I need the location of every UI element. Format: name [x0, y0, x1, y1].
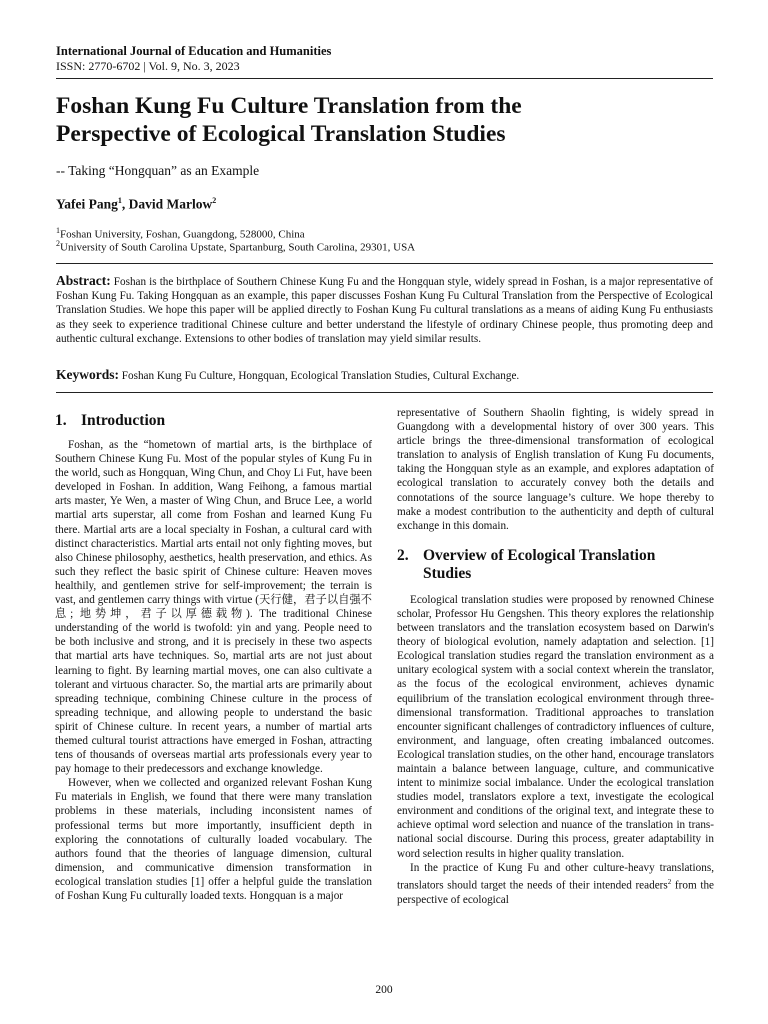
paper-title-line-1: Foshan Kung Fu Culture Translation from the: [56, 93, 522, 119]
footnote-mark: 2: [667, 877, 672, 886]
page-number: 200: [375, 984, 393, 996]
section-title-line-2: Studies: [423, 564, 472, 582]
affiliation-text: University of South Carolina Upstate, Spartanburg, South Carolina, 29301, USA: [60, 241, 416, 254]
section-number: 2.: [397, 546, 409, 564]
left-column: [55, 412, 372, 903]
right-column: [397, 406, 714, 907]
affiliation-2: [56, 237, 415, 255]
author-affiliation-mark: 2: [212, 196, 217, 205]
paper-title: [56, 92, 713, 148]
author-name: David Marlow: [128, 196, 213, 212]
section-1-heading: [55, 412, 372, 430]
section-title: Introduction: [81, 412, 166, 429]
author-name: Yafei Pang: [56, 196, 118, 212]
journal-name: International Journal of Education and Humanities: [56, 44, 332, 58]
paragraph-text: from the perspective of ecological: [397, 879, 714, 906]
header-divider: [56, 78, 713, 79]
abstract: [56, 274, 713, 346]
abstract-text: Foshan is the birthplace of Southern Chinese Kung Fu and the Hongquan style, widely spread in Foshan, is a major representative of Foshan Kung Fu. Taking Hongquan as an example, this paper discusses Foshan Kung Fu Cultural Translation from the Perspective of Ecological Translation Studies. We hope this paper will be applied directly to Foshan Kung Fu cultural translations as a means of aiding Kung Fu enthusiasts as they seek to experience traditional Chinese culture and better understand the lifestyle of ordinary Chinese people, thus promoting deep and authentic cultural exchange. Extensions to other bodies of translation may yield similar results.: [56, 276, 713, 345]
section-2-paragraph: Ecological translation studies were proposed by renowned Chinese scholar, Professor Hu Gengshen. This theory explores the relationship between translators and the translation ecosystem based on Darwin's theory of biological evolution, namely adaptation and selection. [1] Ecological translation studies regard the translation environment as a unitary ecological system with a social context wherein the translator, as the focus of the ecological environment, achieves dynamic equilibrium of the translation ecological environment through three-dimensional transformation. Traditional approaches to translation encounter significant challenges of contradictory influences of culture, environment, and language, often creating imbalanced outcomes. Ecological translation studies, on the other hand, encourage translators maintain a balance between language, culture, and communicative intent to minimize social imbalance. Under the ecological translation studies model, translators explore a text, investigate the ecological environment and conditions of the original text, and integrate these to achieve optimal word selection and nuance of the translation in trans-national social discourse. During this process, greater adaptability in word selection results in higher quality translation.: [397, 593, 714, 860]
section-1-paragraph-continued: representative of Southern Shaolin fighting, is widely spread in Guangdong with a developmental history of over 300 years. This article brings the three-dimensional transformation of ecological translation to analysis of English translation of Kung Fu documents, taking the Hongquan style as an example, and explores adaptation of ecological translation to accurately convey both the details and connotations of the source language’s culture. We hope thereby to make a modest contribution to the authenticity and depth of cultural exchange in this domain.: [397, 407, 714, 532]
section-title-line-1: Overview of Ecological Translation: [423, 546, 656, 564]
affiliation-mark: 2: [56, 239, 60, 248]
keywords-text: Foshan Kung Fu Culture, Hongquan, Ecological Translation Studies, Cultural Exchange.: [121, 370, 520, 382]
abstract-label: Abstract:: [56, 273, 111, 288]
affiliation-mark: 1: [56, 226, 60, 235]
section-2-heading: [397, 547, 714, 583]
author-affiliation-mark: 1: [117, 196, 122, 205]
abstract-top-divider: [56, 263, 713, 264]
section-1-paragraph: However, when we collected and organized relevant Foshan Kung Fu materials in English, we found that there were many translation problems in these materials, including inconsistent names of professional terms but more importantly, insufficient depth in exploring the connotations of culturally loaded vocabulary. The authors found that the theories of language dimension, cultural dimension, and communicative dimension transformation in ecological translation studies [1] offer a helpful guide the translation of Foshan Kung Fu culturally loaded texts. Hongquan is a major: [55, 777, 372, 902]
author-separator: ,: [121, 196, 129, 212]
journal-header: [56, 44, 713, 74]
keywords: [56, 367, 713, 383]
affiliation-text: Foshan University, Foshan, Guangdong, 528000, China: [60, 228, 305, 241]
abstract-bottom-divider: [56, 392, 713, 393]
issn-volume-line: ISSN: 2770-6702 | Vol. 9, No. 3, 2023: [56, 59, 240, 73]
section-2-paragraph: [397, 861, 714, 907]
section-number: 1.: [55, 412, 67, 429]
section-1-paragraph: Foshan, as the “hometown of martial arts, is the birthplace of Southern Chinese Kung Fu. Most of the popular styles of Kung Fu in the world, such as Hongquan, Wing Chun, and Choy Li Fut, have been developed in Foshan. In addition, Wang Feihong, a famous martial arts master, Ye Wen, a master of Wing Chun, and Bruce Lee, a world martial arts superstar, all come from Foshan and learned Kung Fu there. Martial arts are a local specialty in Foshan, a cultural card with distinct characteristics. Martial arts entail not only fighting moves, but also Chinese philosophy, aesthetics, health preservation, and ethics. As such they reflect the basic spirit of Chinese culture: Heaven moves healthily, and gentlemen strive for self-improvement; the terrain is vast, and gentlemen carry things with virtue (天行健，君子以自强不息; 地势坤，君子以厚德载物). The traditional Chinese understanding of the world is twofold: yin and yang. People need to be both inclusive and strong, and it is precisely in these two aspects that martial arts have techniques. So, martial arts are not just about learning to fight. By learning martial moves, one can also cultivate a tolerant and virtuous character. So, the martial arts are primarily about spreading technique, combining Chinese culture in the process of spreading technique, and allowing people to understand the basic spirit of Chinese culture. In recent years, a number of martial arts themed cultural tourist attractions have emerged in Foshan, attracting tens of thousands of overseas martial arts professionals every year to pay homage to their predecessors and exchange knowledge.: [55, 439, 372, 776]
author-list: [56, 196, 216, 213]
paragraph-text: In the practice of Kung Fu and other culture-heavy translations, translators should target the needs of their intended readers: [397, 861, 714, 892]
paper-subtitle: -- Taking “Hongquan” as an Example: [56, 163, 260, 178]
paper-title-line-2: Perspective of Ecological Translation Studies: [56, 121, 506, 147]
keywords-label: Keywords:: [56, 367, 119, 382]
